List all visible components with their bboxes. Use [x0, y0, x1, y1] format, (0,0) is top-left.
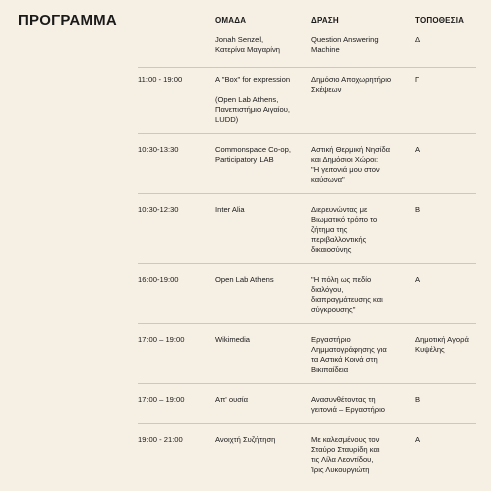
row-place: Δημοτική Αγορά Κυψέλης [415, 335, 469, 354]
row-place: Δ [415, 35, 421, 44]
page-title: ΠΡΟΓΡΑΜΜΑ [18, 12, 117, 29]
row-action: Δημόσιο Αποχωρητήριο Σκέψεων [311, 75, 392, 94]
row-divider [138, 193, 476, 194]
table-row [0, 145, 491, 189]
row-team: Jonah Senzel, Κατερίνα Μαγαρίνη [215, 35, 280, 54]
row-action: Ανασυνθέτοντας τη γειτονιά – Εργαστήριο [311, 395, 386, 414]
row-action: Διερευνώντας με Βιωματικό τρόπο το ζήτημα της περιβαλλοντικής δικαιοσύνης [311, 205, 378, 254]
row-team: Α "Box" for expression (Open Lab Athens, Πανεπιστήμιο Αιγαίου, LUDD) [215, 75, 291, 124]
row-team: Ανοιχτή Συζήτηση [215, 435, 276, 444]
row-action: "Η πόλη ως πεδίο διαλόγου, διαπραγμάτευσης και σύγκρουσης" [311, 275, 383, 314]
row-place: Γ [415, 75, 420, 84]
row-divider [138, 383, 476, 384]
header-action: ΔΡΑΣΗ [311, 16, 339, 25]
row-action: Αστική Θερμική Νησίδα και Δημόσιοι Χώροι: "Η γειτονιά μου στον καύσωνα" [311, 145, 391, 184]
header-place: ΤΟΠΟΘΕΣΙΑ [415, 16, 465, 25]
table-row [0, 75, 491, 127]
row-time: 19:00 - 21:00 [138, 435, 183, 444]
row-team: Inter Alia [215, 205, 245, 214]
row-time: 10:30-12:30 [138, 205, 179, 214]
row-team: Commonspace Co-op, Participatory LAB [215, 145, 291, 164]
row-team: Απ' ουσία [215, 395, 249, 404]
row-time: 16:00-19:00 [138, 275, 179, 284]
row-action: Question Answering Machine [311, 35, 379, 54]
table-row [0, 335, 491, 379]
table-row [0, 35, 491, 67]
row-place: Β [415, 395, 421, 404]
row-place: Β [415, 205, 421, 214]
row-time: 11:00 - 19:00 [138, 75, 183, 84]
row-team: Open Lab Athens [215, 275, 274, 284]
row-time: 10:30-13:30 [138, 145, 179, 154]
row-place: Α [415, 435, 421, 444]
table-row [0, 275, 491, 319]
row-divider [138, 133, 476, 134]
row-time: 17:00 – 19:00 [138, 335, 185, 344]
row-action: Με καλεσμένους τον Σταύρο Σταυρίδη και τις Λίλα Λεοντίδου, Ίρις Λυκουργιώτη [311, 435, 380, 474]
table-row [0, 435, 491, 479]
row-action: Εργαστήριο Λημματογράφησης για τα Αστικά Κοινά στη Βικιπαίδεια [311, 335, 387, 374]
row-place: Α [415, 275, 421, 284]
row-divider [138, 323, 476, 324]
row-place: Α [415, 145, 421, 154]
row-time: 17:00 – 19:00 [138, 395, 185, 404]
table-row [0, 395, 491, 419]
row-divider [138, 67, 476, 68]
row-team: Wikimedia [215, 335, 251, 344]
header-team: ΟΜΑΔΑ [215, 16, 247, 25]
row-divider [138, 423, 476, 424]
table-row [0, 205, 491, 259]
row-divider [138, 263, 476, 264]
